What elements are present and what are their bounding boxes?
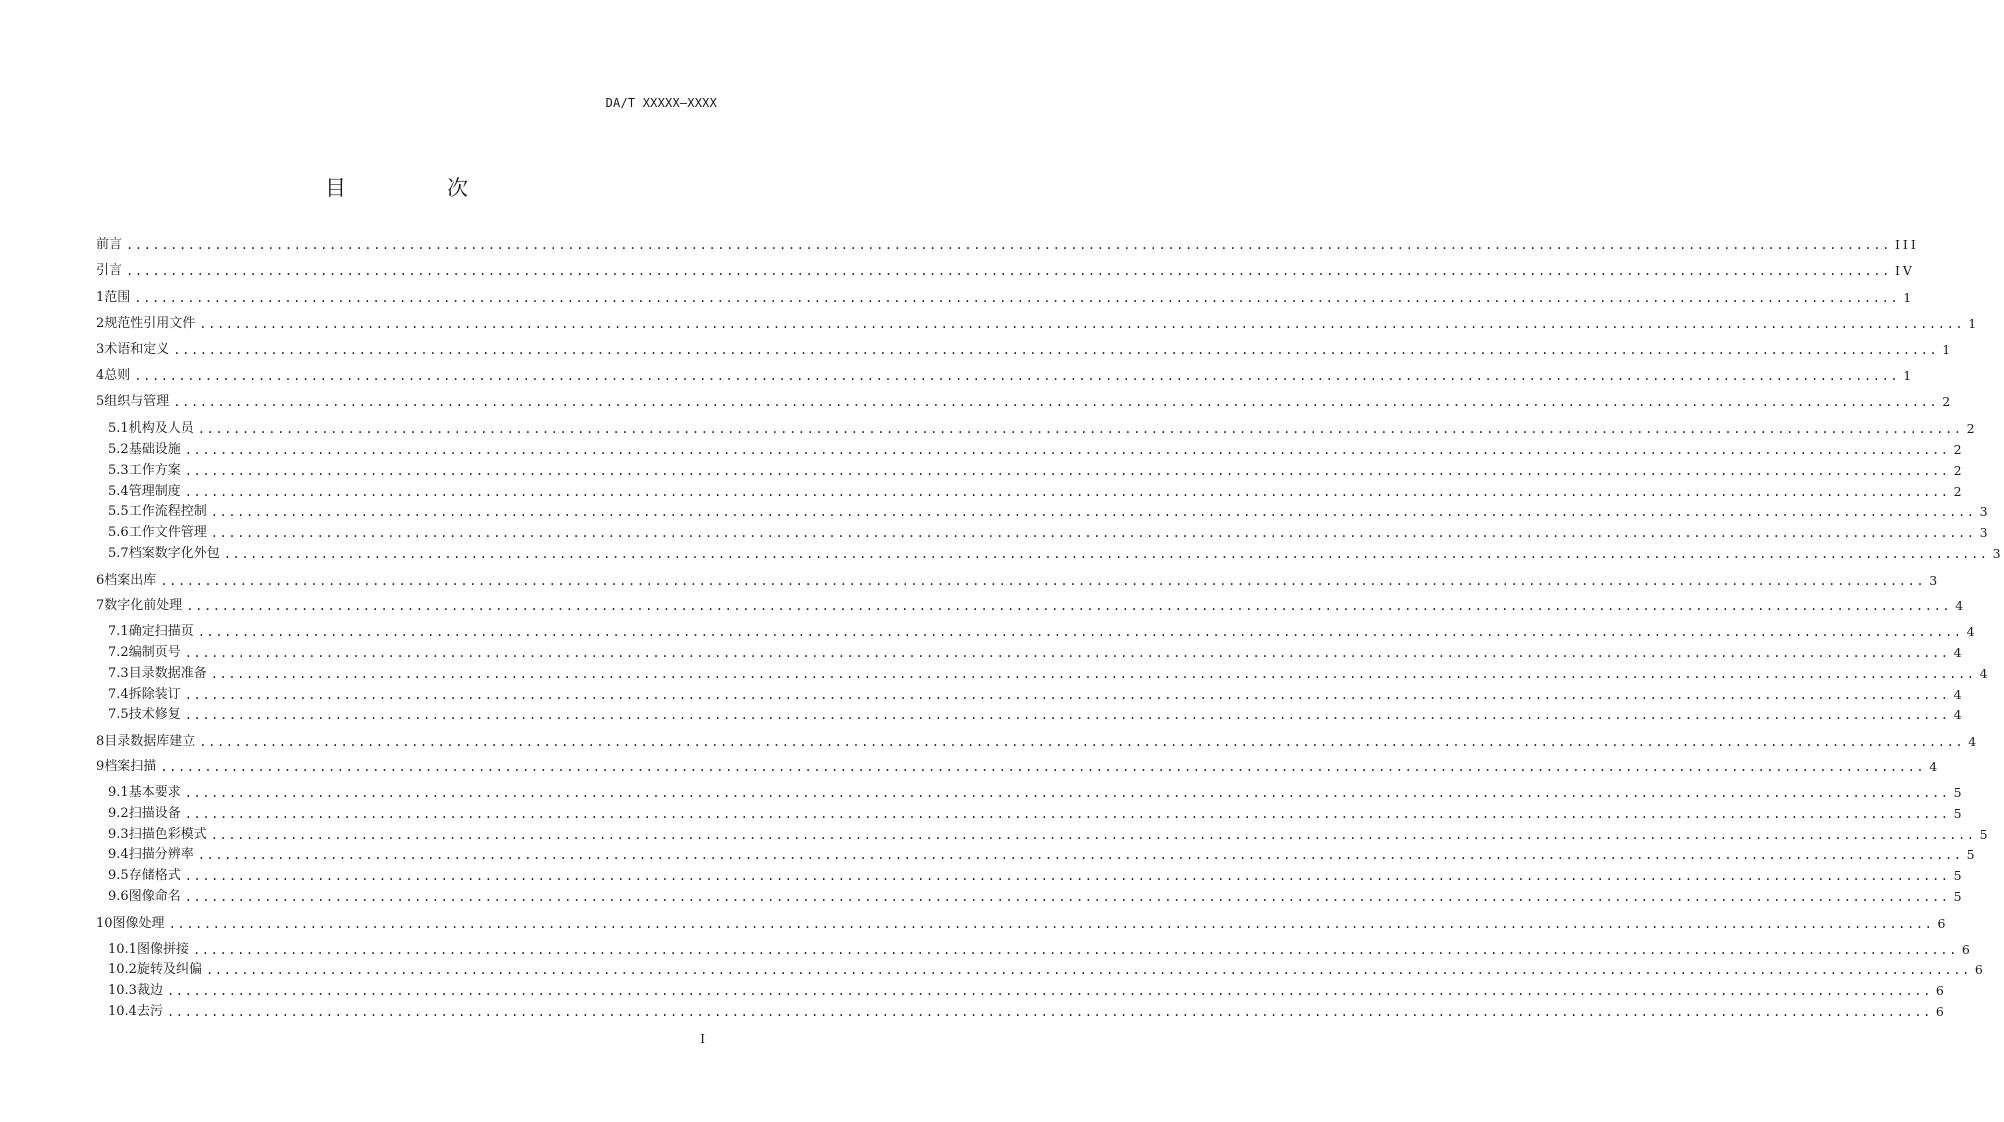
- toc-entry[interactable]: [96, 644, 1965, 662]
- toc-entry[interactable]: [96, 758, 1941, 776]
- toc-entry-number: 7.5: [108, 707, 129, 722]
- toc-leader-dots: ........................................................................................................................................................................................................: [134, 369, 1900, 383]
- toc-entry-page: 5: [1953, 785, 1965, 800]
- toc-entry[interactable]: [96, 686, 1965, 704]
- toc-entry-number: 7.3: [108, 666, 129, 681]
- toc-entry-number: 7: [96, 598, 105, 613]
- toc-entry-page: 4: [1953, 645, 1965, 660]
- toc-entry-page: 4: [1979, 666, 1991, 681]
- toc-entry[interactable]: [96, 503, 1991, 521]
- toc-entry-number: 9: [96, 759, 105, 774]
- toc-leader-dots: ........................................................................................................................................................................................................: [168, 917, 1934, 931]
- toc-entry[interactable]: [96, 524, 1991, 542]
- toc-leader-dots: ........................................................................................................................................................................................................: [197, 422, 1963, 436]
- toc-entry-number: 1: [96, 290, 105, 305]
- toc-leader-dots: ........................................................................................................................................................................................................: [160, 760, 1926, 774]
- toc-entry-number: 5.5: [108, 504, 129, 519]
- toc-leader-dots: ........................................................................................................................................................................................................: [184, 708, 1950, 722]
- toc-entry-number: 9.5: [108, 868, 129, 883]
- toc-leader-dots: ........................................................................................................................................................................................................: [184, 786, 1950, 800]
- toc-leader-dots: ........................................................................................................................................................................................................: [205, 963, 1971, 977]
- toc-entry-number: 8: [96, 734, 105, 749]
- toc-entry-label: 引言: [96, 263, 123, 278]
- toc-leader-dots: ........................................................................................................................................................................................................: [184, 807, 1950, 821]
- footer-page-number: I: [700, 1032, 705, 1046]
- toc-leader-dots: ........................................................................................................................................................................................................: [192, 943, 1958, 957]
- toc-entry-number: 9.6: [108, 889, 129, 904]
- toc-entry[interactable]: [96, 805, 1965, 823]
- toc-entry-label: 工作流程控制: [128, 504, 207, 519]
- toc-entry-label: 数字化前处理: [104, 598, 183, 613]
- toc-leader-dots: ........................................................................................................................................................................................................: [184, 688, 1950, 702]
- toc-entry-page: 1: [1903, 290, 1915, 305]
- toc-entry[interactable]: [96, 367, 1915, 385]
- toc-entry-label: 工作方案: [128, 463, 181, 478]
- toc-entry-label: 拆除装订: [128, 687, 181, 702]
- toc-entry-label: 规范性引用文件: [104, 316, 196, 331]
- toc-entry-page: 6: [1935, 983, 1947, 998]
- toc-entry-page: 1: [1903, 368, 1915, 383]
- toc-entry-number: 5.3: [108, 463, 129, 478]
- toc-entry-label: 基础设施: [128, 442, 181, 457]
- toc-entry[interactable]: [96, 706, 1965, 724]
- toc-leader-dots: ........................................................................................................................................................................................................: [210, 828, 1976, 842]
- toc-entry-label: 基本要求: [128, 785, 181, 800]
- toc-entry[interactable]: [96, 941, 1973, 959]
- toc-entry[interactable]: [96, 236, 1919, 254]
- toc-leader-dots: ........................................................................................................................................................................................................: [166, 984, 1932, 998]
- toc-entry-label: 术语和定义: [104, 342, 170, 357]
- toc-leader-dots: ........................................................................................................................................................................................................: [184, 485, 1950, 499]
- toc-entry-number: 5.7: [108, 546, 129, 561]
- toc-leader-dots: ........................................................................................................................................................................................................: [210, 526, 1976, 540]
- toc-leader-dots: ........................................................................................................................................................................................................: [134, 291, 1900, 305]
- toc-entry-label: 档案数字化外包: [128, 546, 220, 561]
- toc-entry-number: 10.3: [108, 983, 137, 998]
- toc-entry-label: 扫描设备: [128, 806, 181, 821]
- toc-leader-dots: ........................................................................................................................................................................................................: [184, 646, 1950, 660]
- toc-entry-page: III: [1894, 237, 1919, 252]
- toc-entry-page: 2: [1953, 442, 1965, 457]
- toc-entry-number: 10: [96, 916, 113, 931]
- toc-entry[interactable]: [96, 315, 1980, 333]
- toc-leader-dots: ........................................................................................................................................................................................................: [173, 343, 1939, 357]
- toc-entry-page: 4: [1968, 734, 1980, 749]
- toc-leader-dots: ........................................................................................................................................................................................................: [197, 848, 1963, 862]
- toc-entry[interactable]: [96, 545, 2004, 563]
- toc-entry-page: 6: [1937, 916, 1949, 931]
- toc-entry-page: 6: [1935, 1004, 1947, 1019]
- toc-entry-page: 3: [1929, 573, 1941, 588]
- toc-leader-dots: ........................................................................................................................................................................................................: [173, 395, 1939, 409]
- toc-entry[interactable]: [96, 289, 1915, 307]
- toc-entry[interactable]: [96, 982, 1947, 1000]
- toc-entry-page: 3: [1979, 525, 1991, 540]
- toc-entry-number: 2: [96, 316, 105, 331]
- toc-entry-page: 2: [1953, 463, 1965, 478]
- toc-entry-label: 扫描分辨率: [128, 847, 194, 862]
- toc-entry-label: 确定扫描页: [128, 624, 194, 639]
- toc-entry-label: 管理制度: [128, 484, 181, 499]
- toc-entry-number: 9.2: [108, 806, 129, 821]
- toc-entry-number: 4: [96, 368, 105, 383]
- toc-entry[interactable]: [96, 867, 1965, 885]
- toc-entry-number: 5.2: [108, 442, 129, 457]
- toc-entry-page: 4: [1955, 598, 1967, 613]
- toc-entry-label: 裁边: [136, 983, 163, 998]
- toc-entry-page: 2: [1966, 421, 1978, 436]
- toc-entry-number: 10.1: [108, 942, 137, 957]
- toc-entry-number: 5.1: [108, 421, 129, 436]
- toc-entry-page: 3: [1992, 546, 2004, 561]
- toc-entry-page: 1: [1968, 316, 1980, 331]
- toc-entry[interactable]: [96, 961, 1986, 979]
- toc-entry[interactable]: [96, 572, 1941, 590]
- toc-entry-page: 6: [1961, 942, 1973, 957]
- toc-entry-number: 5.4: [108, 484, 129, 499]
- toc-entry-page: 4: [1953, 687, 1965, 702]
- toc-entry-label: 技术修复: [128, 707, 181, 722]
- toc-entry-page: 4: [1929, 759, 1941, 774]
- toc-entry-label: 前言: [96, 237, 123, 252]
- toc-entry[interactable]: [96, 623, 1978, 641]
- toc-entry-label: 图像拼接: [136, 942, 189, 957]
- toc-leader-dots: ........................................................................................................................................................................................................: [186, 599, 1952, 613]
- toc-entry-label: 存储格式: [128, 868, 181, 883]
- toc-leader-dots: ........................................................................................................................................................................................................: [210, 667, 1976, 681]
- toc-entry-page: 4: [1966, 624, 1978, 639]
- toc-entry-number: 5.6: [108, 525, 129, 540]
- toc-entry[interactable]: [96, 483, 1965, 501]
- toc-entry-page: 1: [1942, 342, 1954, 357]
- toc-entry[interactable]: [96, 846, 1978, 864]
- toc-entry-label: 图像处理: [112, 916, 165, 931]
- page-title: 目 次: [325, 176, 508, 200]
- toc-entry[interactable]: [96, 915, 1949, 933]
- toc-entry-label: 组织与管理: [104, 394, 170, 409]
- toc-entry-number: 7.1: [108, 624, 129, 639]
- toc-entry-number: 7.4: [108, 687, 129, 702]
- toc-leader-dots: ........................................................................................................................................................................................................: [197, 625, 1963, 639]
- toc-entry-number: 9.1: [108, 785, 129, 800]
- toc-entry-label: 目录数据库建立: [104, 734, 196, 749]
- toc-entry-number: 9.3: [108, 827, 129, 842]
- toc-entry-label: 工作文件管理: [128, 525, 207, 540]
- toc-entry-label: 总则: [104, 368, 131, 383]
- toc-leader-dots: ........................................................................................................................................................................................................: [160, 574, 1926, 588]
- toc-entry-number: 10.4: [108, 1004, 137, 1019]
- toc-entry[interactable]: [96, 462, 1965, 480]
- toc-leader-dots: ........................................................................................................................................................................................................: [166, 1005, 1932, 1019]
- toc-entry[interactable]: [96, 826, 1991, 844]
- toc-leader-dots: ........................................................................................................................................................................................................: [184, 443, 1950, 457]
- toc-entry-label: 档案出库: [104, 573, 157, 588]
- toc-entry-label: 范围: [104, 290, 131, 305]
- toc-entry-label: 图像命名: [128, 889, 181, 904]
- toc-entry-page: 5: [1953, 889, 1965, 904]
- toc-entry-number: 6: [96, 573, 105, 588]
- toc-entry-page: 5: [1953, 868, 1965, 883]
- toc-entry[interactable]: [96, 784, 1965, 802]
- toc-leader-dots: ........................................................................................................................................................................................................: [210, 505, 1976, 519]
- document-code: DA/T XXXXX—XXXX: [605, 96, 717, 110]
- toc-leader-dots: ........................................................................................................................................................................................................: [184, 464, 1950, 478]
- toc-entry-page: 6: [1974, 962, 1986, 977]
- toc-entry-label: 去污: [136, 1004, 163, 1019]
- toc-entry[interactable]: [96, 441, 1965, 459]
- toc-entry-number: 9.4: [108, 847, 129, 862]
- toc-entry-page: 2: [1953, 484, 1965, 499]
- toc-entry-number: 7.2: [108, 645, 129, 660]
- toc-entry[interactable]: [96, 420, 1978, 438]
- toc-entry[interactable]: [96, 665, 1991, 683]
- toc-entry-page: 5: [1966, 847, 1978, 862]
- toc-entry[interactable]: [96, 1003, 1947, 1021]
- toc-entry-page: 4: [1953, 707, 1965, 722]
- toc-entry-number: 5: [96, 394, 105, 409]
- toc-entry[interactable]: [96, 888, 1965, 906]
- toc-entry-page: 3: [1979, 504, 1991, 519]
- toc-leader-dots: ........................................................................................................................................................................................................: [199, 735, 1965, 749]
- toc-entry-label: 目录数据准备: [128, 666, 207, 681]
- toc-leader-dots: ........................................................................................................................................................................................................: [184, 890, 1950, 904]
- toc-entry-page: 5: [1953, 806, 1965, 821]
- toc-entry[interactable]: [96, 393, 1954, 411]
- toc-entry-page: 5: [1979, 827, 1991, 842]
- toc-leader-dots: ........................................................................................................................................................................................................: [199, 317, 1965, 331]
- toc-entry-label: 档案扫描: [104, 759, 157, 774]
- toc-entry-number: 10.2: [108, 962, 137, 977]
- toc-entry-page: IV: [1894, 263, 1915, 278]
- toc-entry[interactable]: [96, 341, 1954, 359]
- toc-leader-dots: ........................................................................................................................................................................................................: [126, 264, 1891, 278]
- toc-entry-page: 2: [1942, 394, 1954, 409]
- toc-entry-label: 扫描色彩模式: [128, 827, 207, 842]
- toc-leader-dots: ........................................................................................................................................................................................................: [223, 547, 1989, 561]
- toc-entry-label: 机构及人员: [128, 421, 194, 436]
- toc-entry-label: 旋转及纠偏: [136, 962, 202, 977]
- toc-entry-number: 3: [96, 342, 105, 357]
- toc-entry[interactable]: [96, 262, 1915, 280]
- toc-entry[interactable]: [96, 733, 1980, 751]
- toc-entry[interactable]: [96, 597, 1967, 615]
- toc-leader-dots: ........................................................................................................................................................................................................: [126, 238, 1891, 252]
- toc-leader-dots: ........................................................................................................................................................................................................: [184, 869, 1950, 883]
- toc-entry-label: 编制页号: [128, 645, 181, 660]
